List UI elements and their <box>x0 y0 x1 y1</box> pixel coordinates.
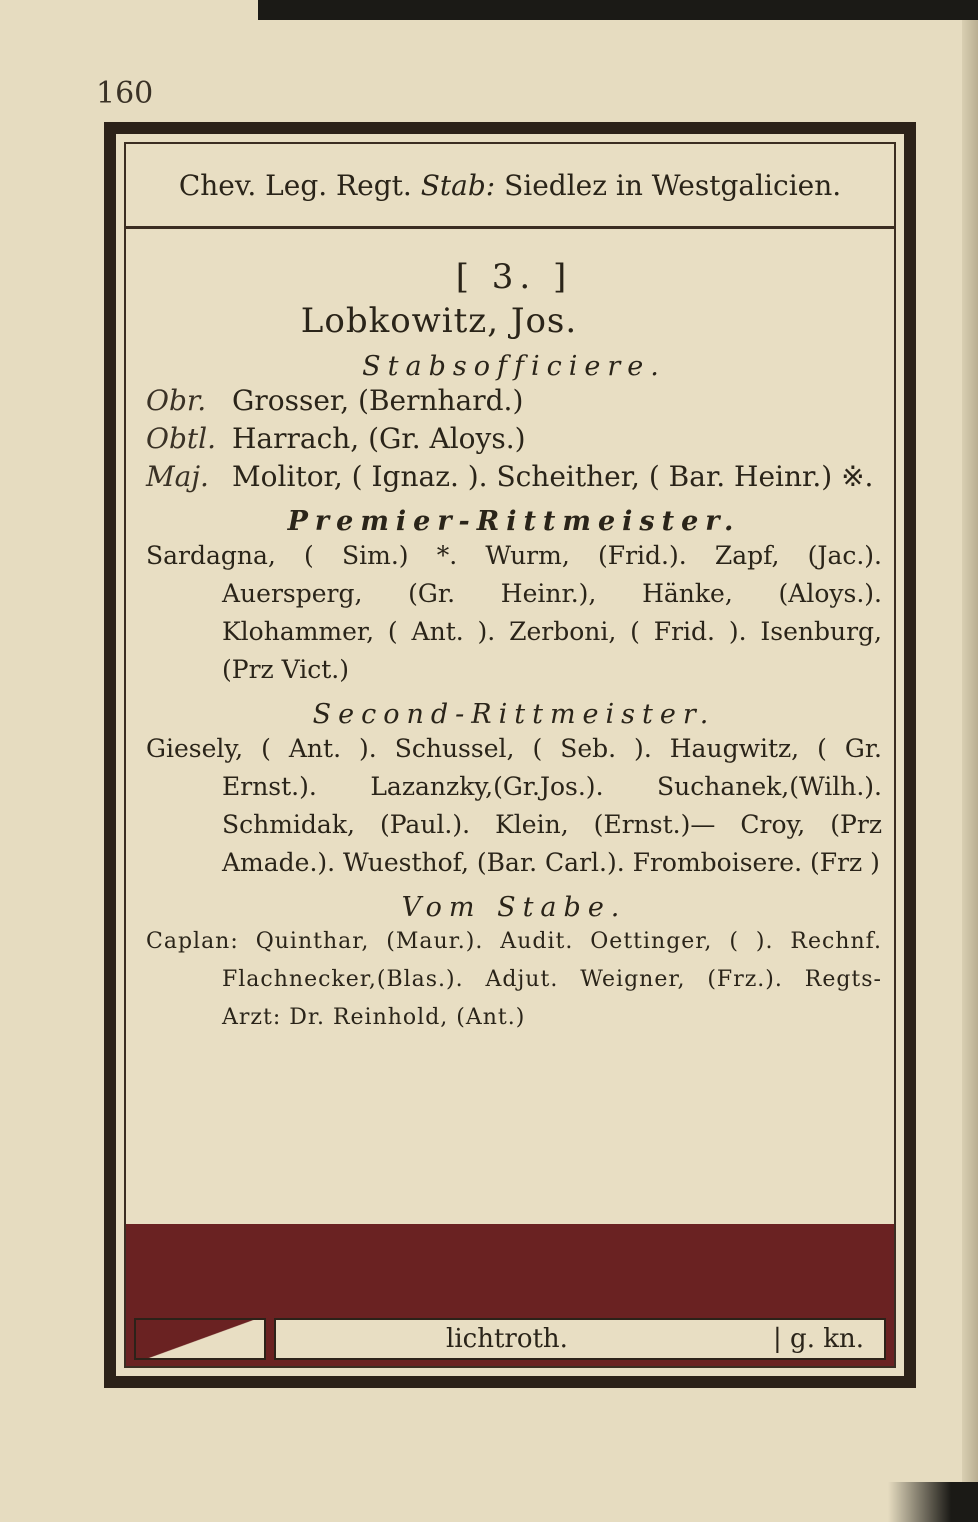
regiment-number: [ 3. ] <box>455 257 573 297</box>
page-content <box>126 229 894 1224</box>
facing-color: lichtroth. <box>446 1324 568 1354</box>
section-stabsofficiere: Stabsofficiere. <box>362 351 666 382</box>
officer-name: Molitor, ( Ignaz. ). Scheither, ( Bar. Heinr.) ※. <box>232 460 874 493</box>
page-header <box>126 144 894 229</box>
officer-rank: Obr. <box>146 384 207 417</box>
officer-row <box>146 458 882 496</box>
uniform-bar <box>274 1318 886 1360</box>
section-vom-stabe: Vom Stabe. <box>401 892 627 923</box>
officer-name: Grosser, (Bernhard.) <box>232 384 524 417</box>
scan-edge-top <box>258 0 978 20</box>
officer-row <box>146 420 882 458</box>
header-left: Chev. Leg. Regt. <box>178 168 412 202</box>
uniform-footer <box>126 1312 894 1366</box>
inner-frame <box>124 142 896 1368</box>
second-rittmeister-list: Giesely, ( Ant. ). Schussel, ( Seb. ). Haugwitz, ( Gr. Ernst.). Lazanzky,(Gr.Jos.). Suchanek,(Wilh.). Schmidak, (Paul.). Klein, (Ernst.)— Croy, (Prz Amade.). Wuesthof, (Bar. Carl.). Fromboisere. (Frz ) <box>146 734 882 877</box>
stabe-list: Caplan: Quinthar, (Maur.). Audit. Oettinger, ( ). Rechnf. Flachnecker,(Blas.). Adjut. Weigner, (Frz.). Regts-Arzt: Dr. Reinhold, (Ant.) <box>146 929 882 1030</box>
officer-name: Harrach, (Gr. Aloys.) <box>232 422 526 455</box>
section-premier-rittmeister: Premier-Rittmeister. <box>287 506 741 537</box>
regiment-name: Lobkowitz, Jos. <box>300 301 578 341</box>
scan-corner-bottom <box>888 1482 978 1522</box>
page-number: 160 <box>96 76 154 111</box>
section-second-rittmeister: Second-Rittmeister. <box>312 699 716 730</box>
scan-edge-right <box>962 20 978 1522</box>
officer-rank: Maj. <box>146 460 209 493</box>
header-stab: Stab: <box>420 168 496 202</box>
premier-rittmeister-list: Sardagna, ( Sim.) *. Wurm, (Frid.). Zapf, (Jac.). Auersperg, (Gr. Heinr.), Hänke, (Aloys.). Klohammer, ( Ant. ). Zerboni, ( Frid. ). Isenburg, (Prz Vict.) <box>146 541 882 684</box>
header-right: Siedlez in Westgalicien. <box>504 168 842 202</box>
officer-rank: Obtl. <box>146 422 216 455</box>
button-info: | g. kn. <box>773 1324 864 1354</box>
color-swatch <box>134 1318 266 1360</box>
officer-row <box>146 382 882 420</box>
page-frame <box>104 122 916 1388</box>
